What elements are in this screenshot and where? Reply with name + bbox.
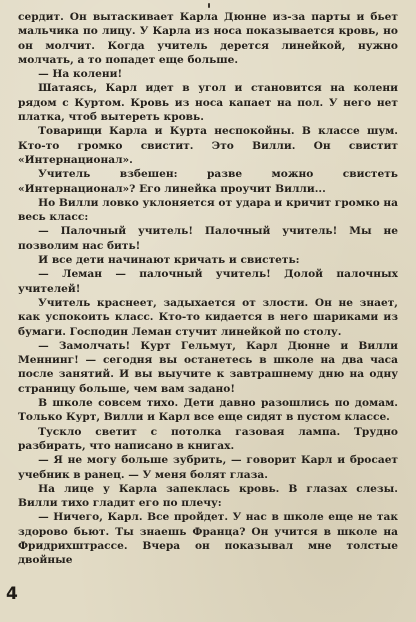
paragraph: Но Вилли ловко уклоняется от удара и кричит громко на весь класс: — [18, 196, 398, 224]
paragraph: — Замолчать! Курт Гельмут, Карл Дюнне и Вилли Меннинг! — сегодня вы останетесь в школе на два часа после занятий. И вы выучите к завтрашнему дню на одну страницу больше, чем вам задано! — [18, 339, 398, 395]
paragraph: В школе совсем тихо. Дети давно разошлись по домам. Только Курт, Вилли и Карл все еще сидят в пустом классе. — [18, 397, 398, 424]
print-speck — [208, 3, 210, 8]
paragraph: — Я не могу больше зубрить, — говорит Карл и бросает учебник в ранец. — У меня болят глаза. — [18, 454, 398, 481]
paragraph: Учитель взбешен: разве можно свистеть «Интернационал»? Его линейка проучит Вилли... — [18, 168, 398, 195]
page-number: 4 — [6, 584, 18, 604]
paragraph: — Леман — палочный учитель! Долой палочных учителей! — [18, 268, 398, 295]
paragraph: — Палочный учитель! Палочный учитель! Мы не позволим нас бить! — [18, 225, 398, 252]
paragraph: — На колени! — [38, 68, 123, 81]
paragraph: Товарищи Карла и Курта неспокойны. В классе шум. Кто-то громко свистит. Это Вилли. Он свистит «Интернационал». — [18, 125, 398, 166]
paragraph: Тускло светит с потолка газовая лампа. Трудно разбирать, что написано в книгах. — [18, 425, 398, 452]
paragraph: сердит. Он вытаскивает Карла Дюнне из-за парты и бьет мальчика по лицу. У Карла из носа показывается кровь, но он молчит. Когда учитель дерется линейкой, нужно молчать, а то попадет еще больше. — [18, 11, 398, 66]
paragraph: Учитель краснеет, задыхается от злости. Он не знает, как успокоить класс. Кто-то кидается в него шариками из бумаги. Господин Леман стучит линейкой по столу. — [18, 296, 398, 338]
paragraph: И все дети начинают кричать и свистеть: — [38, 254, 300, 267]
paragraph: На лице у Карла запеклась кровь. В глазах слезы. Вилли тихо гладит его по плечу: — [18, 482, 398, 510]
paragraph: Шатаясь, Карл идет в угол и становится на колени рядом с Куртом. Кровь из носа капает на пол. У него нет платка, чтоб вытереть кровь. — [18, 82, 398, 124]
page-text — [18, 10, 398, 568]
paragraph: — Ничего, Карл. Все пройдет. У нас в школе еще не так здорово бьют. Ты знаешь Франца? Он учится в школе на Фридрихштрассе. Вчера он показывал мне толстые двойные — [18, 511, 398, 567]
